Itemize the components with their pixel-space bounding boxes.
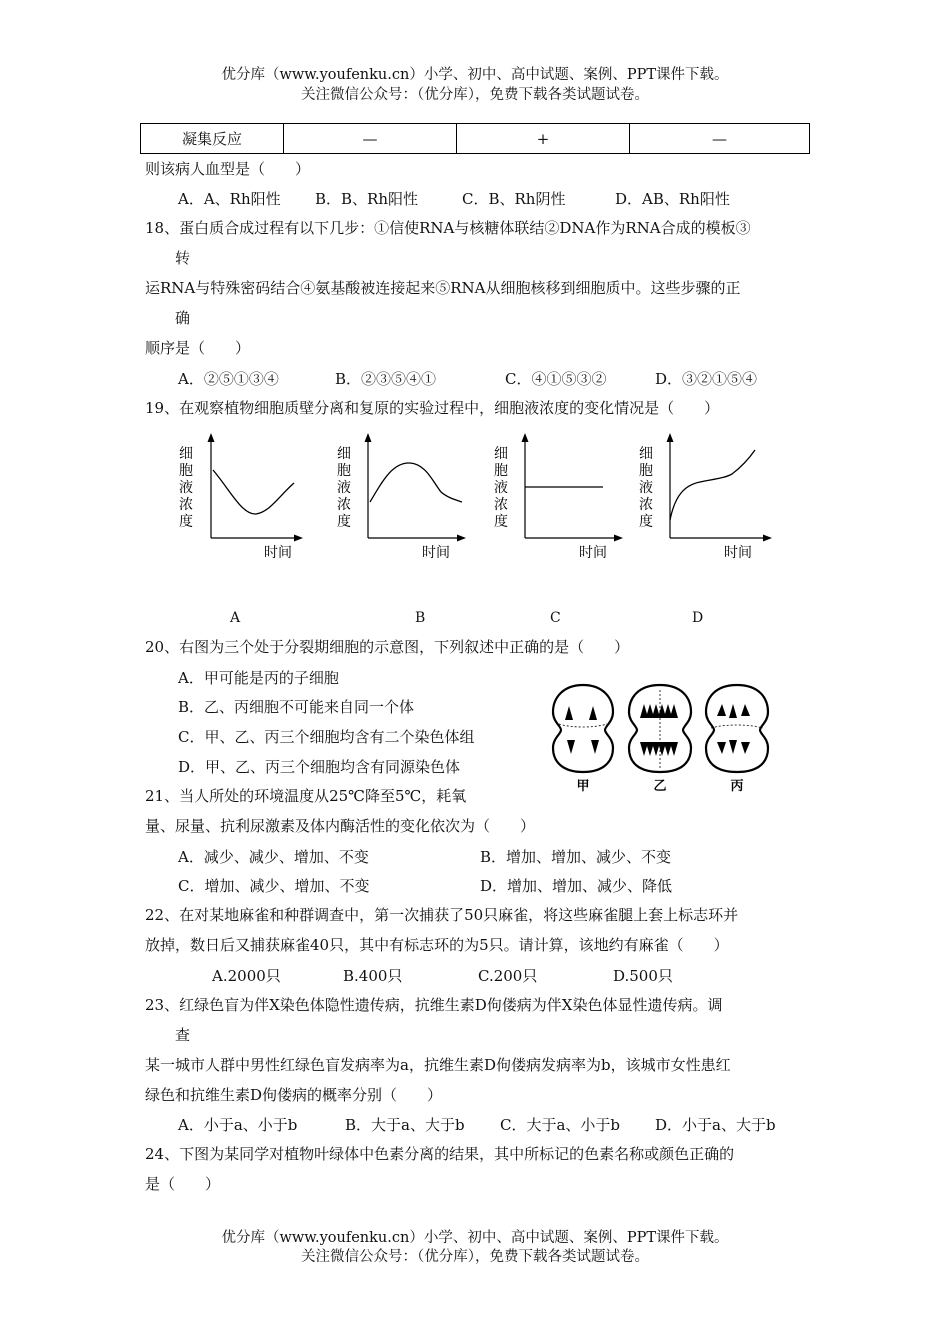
- q22-line-2: 放掉，数日后又捕获麻雀40只，其中有标志环的为5只。请计算，该地约有麻雀（ ）: [145, 936, 729, 954]
- graph-d-ylabel: 液: [639, 480, 653, 496]
- graph-c-y-arrow: [522, 433, 529, 442]
- graph-b-ylabel: 液: [337, 480, 351, 496]
- graph-a-ylabel: 度: [179, 514, 193, 530]
- q18-line-2: 运RNA与特殊密码结合④氨基酸被连接起来⑤RNA从细胞核移到细胞质中。这些步骤的正: [145, 279, 741, 297]
- q21-line-2: 量、尿量、抗利尿激素及体内酶活性的变化依次为（ ）: [145, 817, 536, 835]
- q18-line-2-wrap: 确: [175, 309, 191, 327]
- q23-option-b: B．大于a、大于b: [345, 1116, 465, 1134]
- graph-d-curve: [670, 450, 755, 520]
- q23-line-3: 绿色和抗维生素D佝偻病的概率分别（ ）: [145, 1086, 443, 1104]
- cell-yi: [629, 685, 691, 772]
- q20-option-c: C．甲、乙、丙三个细胞均含有二个染色体组: [178, 728, 475, 746]
- q17-option-c: C．B、Rh阴性: [462, 190, 566, 208]
- graph-a-ylabel: 细: [179, 446, 193, 462]
- graph-b-label: B: [415, 610, 426, 626]
- graph-c: [485, 430, 625, 570]
- graph-d: [630, 430, 775, 570]
- q22-option-d: D.500只: [613, 967, 673, 985]
- table-cell: —: [284, 124, 457, 154]
- graph-d-ylabel: 细: [639, 446, 653, 462]
- graph-d-x-arrow: [763, 535, 772, 542]
- graph-c-xlabel: 时间: [579, 545, 607, 561]
- graph-d-ylabel: 浓: [639, 497, 653, 513]
- graph-a-ylabel: 液: [179, 480, 193, 496]
- q18-option-a: A．②⑤①③④: [178, 370, 279, 388]
- table-row: [141, 124, 810, 154]
- graph-b-ylabel: 细: [337, 446, 351, 462]
- q21-line-1: 21、当人所处的环境温度从25℃降至5℃，耗氧: [145, 787, 467, 805]
- graph-a-ylabel: 胞: [179, 463, 193, 479]
- cell-label-bing: 丙: [730, 779, 744, 794]
- q22-option-a: A.2000只: [212, 967, 281, 985]
- q21-option-a: A．减少、减少、增加、不变: [178, 848, 369, 866]
- graph-a-label: A: [230, 610, 241, 626]
- graph-a-y-arrow: [208, 433, 215, 442]
- q21-option-c: C．增加、减少、增加、不变: [178, 877, 370, 895]
- q18-line-1: 18、蛋白质合成过程有以下几步：①信使RNA与核糖体联结②DNA作为RNA合成的模板③: [145, 219, 751, 237]
- graph-b-ylabel: 浓: [337, 497, 351, 513]
- graph-a-curve: [213, 470, 294, 514]
- q23-line-2: 某一城市人群中男性红绿色盲发病率为a，抗维生素D佝偻病发病率为b，该城市女性患红: [145, 1056, 731, 1074]
- table-row-label: 凝集反应: [141, 124, 284, 154]
- q20-option-a: A．甲可能是丙的子细胞: [178, 669, 339, 687]
- graph-c-ylabel: 液: [494, 480, 508, 496]
- graph-b-curve: [370, 463, 462, 502]
- cell-label-jia: 甲: [576, 779, 590, 794]
- q21-option-b: B．增加、增加、减少、不变: [480, 848, 672, 866]
- q20-option-d: D．甲、乙、丙三个细胞均含有同源染色体: [178, 758, 461, 776]
- graph-a-x-arrow: [294, 535, 303, 542]
- header-line-2: 关注微信公众号：（优分库），免费下载各类试题试卷。: [301, 87, 649, 103]
- q17-option-b: B．B、Rh阳性: [315, 190, 419, 208]
- q21-option-d: D．增加、增加、减少、降低: [480, 877, 673, 895]
- graph-c-label: C: [550, 610, 561, 626]
- q23-line-1-wrap: 查: [175, 1026, 191, 1044]
- q20-option-b: B．乙、丙细胞不可能来自同一个体: [178, 698, 415, 716]
- graph-c-ylabel: 浓: [494, 497, 508, 513]
- graph-a: [170, 430, 305, 570]
- dividing-cells-figure: [545, 680, 785, 795]
- q23-option-d: D．小于a、大于b: [655, 1116, 776, 1134]
- graph-d-ylabel: 胞: [639, 463, 653, 479]
- q19-stem: 19、在观察植物细胞质壁分离和复原的实验过程中，细胞液浓度的变化情况是（ ）: [145, 399, 720, 417]
- q22-line-1: 22、在对某地麻雀和种群调查中，第一次捕获了50只麻雀，将这些麻雀腿上套上标志环并: [145, 906, 739, 924]
- cell-label-yi: 乙: [653, 779, 667, 794]
- q17-stem: 则该病人血型是（ ）: [145, 160, 311, 178]
- footer-line-1: 优分库（www.youfenku.cn）小学、初中、高中试题、案例、PPT课件下载。: [221, 1230, 729, 1246]
- q23-line-1: 23、红绿色盲为伴X染色体隐性遗传病，抗维生素D佝偻病为伴X染色体显性遗传病。调: [145, 996, 723, 1014]
- q20-stem: 20、右图为三个处于分裂期细胞的示意图，下列叙述中正确的是（ ）: [145, 638, 630, 656]
- graph-a-ylabel: 浓: [179, 497, 193, 513]
- graph-c-x-arrow: [614, 535, 623, 542]
- q22-option-c: C.200只: [478, 967, 538, 985]
- graph-c-ylabel: 细: [494, 446, 508, 462]
- cell-jia: [553, 685, 613, 772]
- q24-line-1: 24、下图为某同学对植物叶绿体中色素分离的结果，其中所标记的色素名称或颜色正确的: [145, 1145, 735, 1163]
- graph-d-y-arrow: [667, 433, 674, 442]
- table-cell: +: [457, 124, 630, 154]
- graph-b-y-arrow: [365, 433, 372, 442]
- graph-d-ylabel: 度: [639, 514, 653, 530]
- q24-line-2: 是（ ）: [145, 1175, 221, 1193]
- graph-b-xlabel: 时间: [422, 545, 450, 561]
- q18-option-b: B．②③⑤④①: [335, 370, 437, 388]
- q17-option-a: A．A、Rh阳性: [178, 190, 281, 208]
- table-cell: —: [630, 124, 810, 154]
- graph-d-xlabel: 时间: [724, 545, 752, 561]
- graph-d-label: D: [692, 610, 704, 626]
- q18-line-1-wrap: 转: [175, 249, 191, 267]
- q18-option-c: C．④①⑤③②: [505, 370, 607, 388]
- q23-option-c: C．大于a、小于b: [500, 1116, 621, 1134]
- q17-option-d: D．AB、Rh阳性: [615, 190, 730, 208]
- footer-line-2: 关注微信公众号：（优分库），免费下载各类试题试卷。: [301, 1249, 649, 1265]
- graph-b: [328, 430, 468, 570]
- header-line-1: 优分库（www.youfenku.cn）小学、初中、高中试题、案例、PPT课件下载。: [221, 67, 729, 83]
- q23-option-a: A．小于a、小于b: [178, 1116, 298, 1134]
- graph-b-ylabel: 度: [337, 514, 351, 530]
- graph-b-ylabel: 胞: [337, 463, 351, 479]
- graph-a-xlabel: 时间: [264, 545, 292, 561]
- graph-c-ylabel: 胞: [494, 463, 508, 479]
- graph-b-x-arrow: [457, 535, 466, 542]
- q22-option-b: B.400只: [343, 967, 403, 985]
- graph-c-ylabel: 度: [494, 514, 508, 530]
- q18-line-3: 顺序是（ ）: [145, 339, 251, 357]
- q18-option-d: D．③②①⑤④: [655, 370, 758, 388]
- agglutination-table: [140, 123, 810, 154]
- cell-bing: [706, 685, 768, 772]
